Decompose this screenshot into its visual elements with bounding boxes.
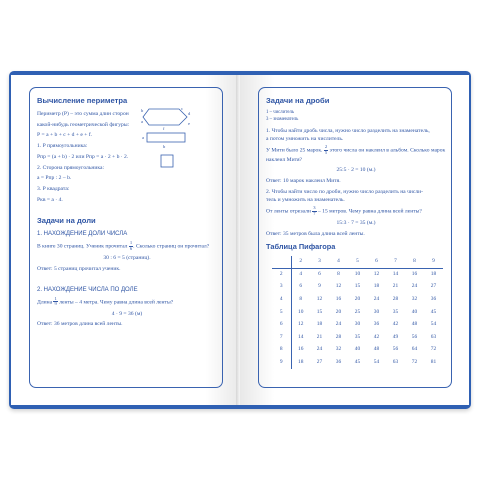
- table-cell: 14: [298, 333, 304, 340]
- pythagoras-table-title: Таблица Пифагора: [266, 242, 336, 252]
- table-cell: 30: [354, 321, 361, 328]
- shape-letter: b: [141, 108, 144, 113]
- table-header-cell: 7: [386, 256, 405, 269]
- table-row-header-cell: 4: [272, 294, 291, 307]
- table-cell: 24: [335, 321, 342, 328]
- right-page: [240, 75, 469, 405]
- table-cell: 4: [299, 270, 303, 277]
- table-cell: 35: [354, 333, 361, 340]
- rectangle-perimeter-label: 1. Р прямоугольника:: [37, 143, 88, 150]
- share-title: Задачи на доли: [37, 216, 96, 226]
- table-row-header-cell: 8: [272, 344, 291, 357]
- fraction-rule-1: а потом умножить на числитель.: [266, 135, 344, 142]
- table-row-header-cell: 2: [272, 268, 291, 281]
- shape-letter: b: [163, 144, 166, 149]
- fraction-problem-2: От ленты отрезали $\frac{3}{7}$ – 15 метров. Чему равна длина всей ленты?: [266, 205, 422, 217]
- table-row-header-cell: 5: [272, 306, 291, 319]
- fraction-rule-1: 1. Чтобы найти дробь числа, нужно число разделить на знаменатель,: [266, 127, 430, 134]
- table-cell: 9: [318, 283, 321, 290]
- perimeter-intro: Периметр (Р) – это сумма длин сторон: [37, 111, 129, 117]
- table-cell: 25: [354, 308, 361, 315]
- table-cell: 24: [373, 295, 380, 302]
- find-whole-problem: Длина $\frac{1}{9}$ ленты – 4 метра. Чему равна длина всей ленты?: [37, 295, 174, 307]
- table-cell: 21: [392, 283, 399, 290]
- table-header-cell: 3: [310, 256, 329, 269]
- table-cell: 12: [298, 321, 304, 328]
- numerator-legend: 1 – числитель: [266, 110, 295, 115]
- table-cell: 45: [354, 358, 361, 365]
- fraction-answer-2: Ответ: 35 метров была длина всей ленты.: [266, 230, 365, 237]
- pythagoras-table: [272, 256, 443, 369]
- denominator-legend: 3 – знаменатель: [266, 116, 299, 122]
- table-header-cell: 9: [424, 256, 443, 269]
- table-cell: 42: [373, 333, 380, 340]
- table-header-cell: 6: [367, 256, 386, 269]
- table-cell: 32: [335, 346, 342, 353]
- table-cell: 21: [316, 333, 323, 340]
- table-header-row: [272, 256, 443, 269]
- table-cell: 8: [337, 270, 340, 277]
- table-cell: 20: [335, 308, 342, 315]
- square-perimeter-label: 3. Р квадрата:: [37, 185, 70, 192]
- fraction-calc-2: 15:3 · 7 = 35 (м.): [336, 220, 376, 227]
- shape-letter: f: [163, 126, 165, 131]
- fraction-problem-1: наклеил Митя?: [266, 156, 303, 163]
- table-cell: 16: [298, 346, 304, 353]
- table-cell: 12: [335, 283, 342, 290]
- fraction: $\frac{3}{7}$: [313, 205, 316, 217]
- table-cell: 72: [430, 346, 437, 353]
- table-cell: 15: [316, 308, 323, 315]
- table-row: [272, 294, 443, 307]
- table-row: [272, 281, 443, 294]
- square-perimeter-formula: Ркв = a · 4.: [37, 196, 63, 203]
- shape-letter: a: [142, 135, 144, 140]
- table-cell: 64: [411, 346, 418, 353]
- table-cell: 35: [392, 308, 399, 315]
- table-cell: 18: [316, 321, 323, 328]
- table-cell: 28: [392, 295, 399, 302]
- table-cell: 16: [411, 270, 418, 277]
- table-cell: 16: [335, 295, 342, 302]
- table-row: [272, 344, 443, 357]
- table-cell: 49: [392, 333, 399, 340]
- table-cell: 27: [430, 283, 437, 290]
- table-cell: 63: [430, 333, 437, 340]
- table-cell: 56: [392, 346, 399, 353]
- table-cell: 36: [335, 358, 342, 365]
- table-cell: 48: [373, 346, 380, 353]
- find-part-calc: 30 : 6 = 5 (страниц).: [103, 254, 151, 261]
- fraction-problem-1: У Мити было 25 марок. $\frac{2}{5}$ этого числа он наклеил в альбом. Сколько марок: [266, 144, 446, 155]
- right-page-content: [266, 95, 446, 369]
- table-row-header-cell: 9: [272, 357, 291, 370]
- shape-letter: c: [181, 106, 183, 111]
- find-whole-heading: 2. НАХОЖДЕНИЕ ЧИСЛА ПО ДОЛЕ: [37, 287, 138, 294]
- table-row: [272, 357, 443, 370]
- table-cell: 30: [373, 308, 380, 315]
- table-cell: 54: [373, 358, 380, 365]
- table-header-cell: [272, 256, 291, 269]
- table-cell: 10: [298, 308, 304, 315]
- table-cell: 42: [392, 321, 399, 328]
- table-row-header-cell: 3: [272, 281, 291, 294]
- fraction-rule-2: 2. Чтобы найти число по дроби, нужно число разделить на числи-: [266, 188, 424, 195]
- table-row: [272, 319, 443, 332]
- fraction: $\frac{1}{6}$: [129, 240, 133, 251]
- table-cell: 18: [298, 358, 304, 365]
- table-cell: 32: [411, 295, 418, 302]
- table-cell: 12: [373, 270, 380, 277]
- table-row-header-cell: 7: [272, 331, 291, 344]
- fraction-answer-1: Ответ: 10 марок наклеил Митя.: [266, 177, 341, 184]
- find-part-heading: 1. НАХОЖДЕНИЕ ДОЛИ ЧИСЛА: [37, 231, 128, 238]
- shape-letter: d: [188, 111, 191, 116]
- table-cell: 6: [318, 270, 321, 277]
- table-cell: 18: [430, 270, 437, 277]
- left-page-content: [37, 95, 217, 331]
- perimeter-formula: Р = a + b + c + d + e + f.: [37, 132, 93, 139]
- table-cell: 10: [354, 270, 361, 277]
- table-cell: 20: [354, 295, 361, 302]
- table-cell: 12: [316, 295, 323, 302]
- table-cell: 56: [411, 333, 418, 340]
- table-cell: 54: [430, 321, 437, 328]
- table-cell: 14: [392, 270, 399, 277]
- table-header-cell: 8: [405, 256, 424, 269]
- table-cell: 24: [411, 283, 418, 290]
- table-cell: 24: [316, 346, 323, 353]
- fraction-calc-1: 25:5 · 2 = 10 (м.): [336, 167, 376, 174]
- rectangle-perimeter-formula: Рпр = (a + b) · 2 или Рпр = a · 2 + b · 2.: [37, 153, 129, 160]
- table-row: [272, 306, 443, 319]
- find-whole-answer: Ответ: 36 метров длина всей ленты.: [37, 321, 123, 328]
- perimeter-intro: какой-нибудь геометрической фигуры:: [37, 121, 130, 128]
- table-row-header-cell: 6: [272, 319, 291, 332]
- fraction-rule-2: тель и умножить на знаменатель.: [266, 196, 345, 203]
- find-whole-calc: 4 · 9 = 36 (м): [111, 310, 143, 317]
- fraction: $\frac{1}{9}$: [54, 295, 57, 307]
- shape-letter: a: [141, 119, 143, 124]
- left-page: [11, 75, 240, 405]
- table-cell: 18: [373, 283, 380, 290]
- find-part-problem: В книге 30 страниц. Ученик прочитал $\frac{1}{6}$ . Сколько страниц он прочитал?: [37, 240, 210, 251]
- table-cell: 8: [299, 295, 303, 302]
- table-cell: 6: [299, 283, 303, 290]
- notebook-cover: [9, 71, 471, 409]
- table-cell: 27: [316, 358, 323, 365]
- rectangle-side-formula: a = Рпр : 2 – b.: [37, 175, 72, 182]
- table-cell: 81: [430, 358, 437, 365]
- table-cell: 28: [335, 333, 342, 340]
- perimeter-title: Вычисление периметра: [37, 96, 128, 105]
- find-part-answer: Ответ: 5 страниц прочитал ученик.: [37, 265, 121, 272]
- table-cell: 36: [430, 295, 437, 302]
- table-header-cell: 2: [291, 256, 310, 269]
- rectangle-side-label: 2. Сторона прямоугольника:: [37, 164, 105, 171]
- table-cell: 63: [392, 358, 399, 365]
- shape-letter: e: [188, 121, 190, 126]
- table-cell: 48: [411, 321, 418, 328]
- fraction: $\frac{2}{5}$: [324, 144, 328, 155]
- fractions-title: Задачи на дроби: [266, 96, 330, 105]
- table-cell: 40: [411, 308, 418, 315]
- table-cell: 72: [411, 358, 418, 365]
- table-cell: 36: [373, 321, 380, 328]
- table-row: [272, 268, 443, 281]
- table-cell: 45: [430, 308, 437, 315]
- table-cell: 15: [354, 283, 361, 290]
- table-cell: 40: [354, 346, 361, 353]
- table-header-cell: 5: [348, 256, 367, 269]
- table-header-cell: 4: [329, 256, 348, 269]
- table-row: [272, 331, 443, 344]
